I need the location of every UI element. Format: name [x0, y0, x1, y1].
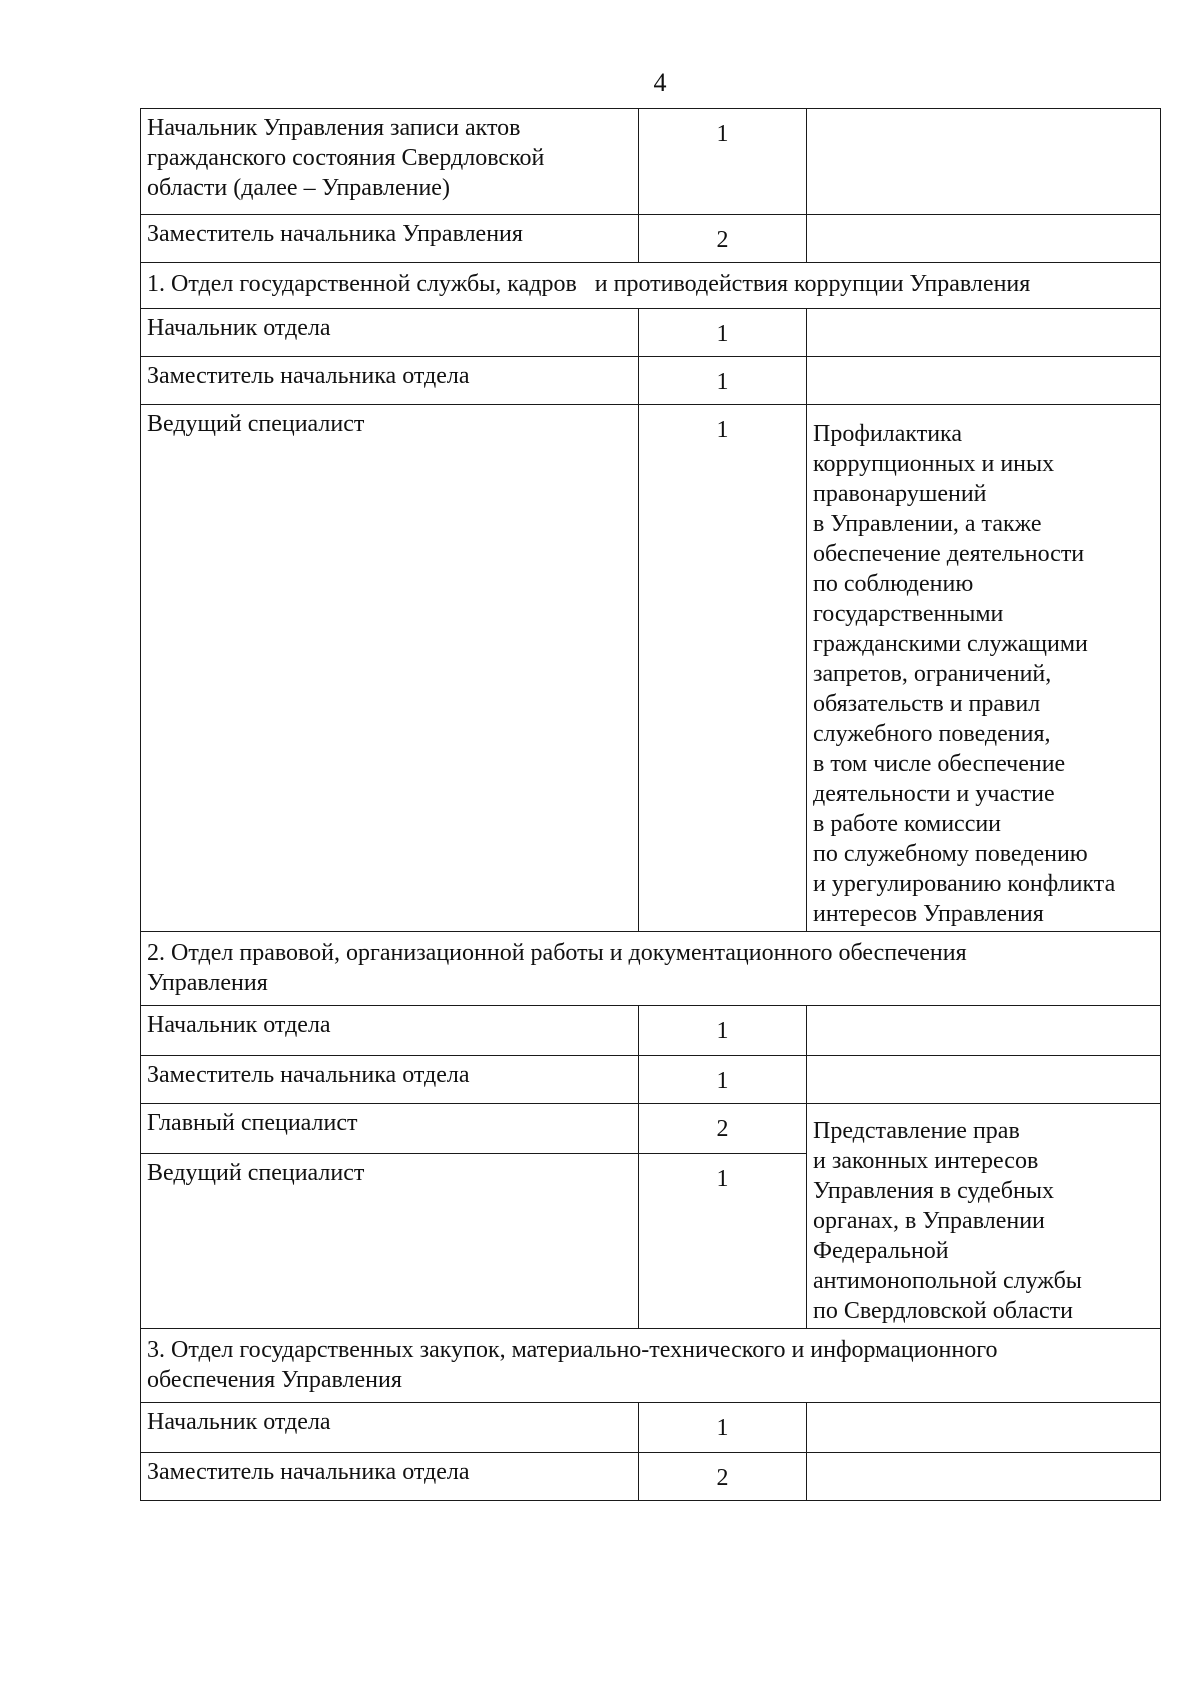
table-row [141, 1453, 1161, 1501]
function-line: Федеральной [813, 1238, 949, 1264]
staffing-table [140, 108, 1161, 1501]
function-line: обеспечение деятельности [813, 541, 1085, 567]
table-row [141, 1006, 1161, 1056]
position-line: области (далее – Управление) [147, 175, 450, 201]
section-title-line: 2. Отдел правовой, организационной работы и документационного обеспечения [147, 940, 967, 966]
function-cell [807, 215, 1161, 263]
count-cell: 1 [639, 357, 807, 405]
function-line: обязательств и правил [813, 691, 1041, 717]
function-cell [807, 1006, 1161, 1056]
function-line: коррупционных и иных [813, 451, 1055, 477]
function-line: правонарушений [813, 481, 987, 507]
table-row [141, 1104, 1161, 1154]
function-cell [807, 1056, 1161, 1104]
function-cell [807, 1403, 1161, 1453]
position-cell: Начальник отдела [141, 309, 639, 357]
count-cell: 2 [639, 1104, 807, 1154]
count-cell: 1 [639, 1056, 807, 1104]
table-row [141, 357, 1161, 405]
function-line: гражданскими служащими [813, 631, 1088, 657]
function-line: в Управлении, а также [813, 511, 1042, 537]
function-line: деятельности и участие [813, 781, 1055, 807]
table-row [141, 109, 1161, 215]
position-cell: Заместитель начальника Управления [141, 215, 639, 263]
position-cell: Ведущий специалист [141, 405, 639, 932]
section-header-row [141, 263, 1161, 309]
function-cell [807, 357, 1161, 405]
section-title-line: 3. Отдел государственных закупок, материально-технического и информационного [147, 1337, 998, 1363]
function-line: по служебному поведению [813, 841, 1088, 867]
function-cell [807, 1453, 1161, 1501]
function-line: Профилактика [813, 421, 962, 447]
section-title-line: Управления [147, 970, 268, 996]
section-title: 1. Отдел государственной службы, кадров и противодействия коррупции Управления [141, 263, 1161, 309]
table-row [141, 215, 1161, 263]
section-title-line: обеспечения Управления [147, 1367, 402, 1393]
count-cell: 1 [639, 1403, 807, 1453]
section-header-row [141, 1329, 1161, 1403]
position-cell: Начальник отдела [141, 1403, 639, 1453]
function-line: Представление прав [813, 1118, 1020, 1144]
function-line: запретов, ограничений, [813, 661, 1052, 687]
position-cell: Ведущий специалист [141, 1153, 639, 1328]
function-line: по Свердловской области [813, 1298, 1073, 1324]
table-row [141, 309, 1161, 357]
function-line: служебного поведения, [813, 721, 1051, 747]
function-cell [807, 309, 1161, 357]
position-cell: Заместитель начальника отдела [141, 1453, 639, 1501]
function-cell [807, 1104, 1161, 1329]
function-line: Управления в судебных [813, 1178, 1054, 1204]
function-line: по соблюдению [813, 571, 974, 597]
function-line: органах, в Управлении [813, 1208, 1045, 1234]
function-line: в том числе обеспечение [813, 751, 1066, 777]
position-cell: Главный специалист [141, 1104, 639, 1154]
function-cell [807, 405, 1161, 932]
function-line: и законных интересов [813, 1148, 1039, 1174]
page-number: 4 [653, 68, 667, 97]
position-line: гражданского состояния Свердловской [147, 145, 545, 171]
position-cell: Заместитель начальника отдела [141, 1056, 639, 1104]
table-row [141, 1403, 1161, 1453]
count-cell: 1 [639, 309, 807, 357]
function-line: государственными [813, 601, 1004, 627]
count-cell: 2 [639, 1453, 807, 1501]
count-cell: 1 [639, 405, 807, 932]
function-line: в работе комиссии [813, 811, 1002, 837]
count-cell: 1 [639, 1153, 807, 1328]
section-header-row [141, 932, 1161, 1006]
position-cell: Заместитель начальника отдела [141, 357, 639, 405]
function-line: антимонопольной службы [813, 1268, 1082, 1294]
position-line: Начальник Управления записи актов [147, 115, 521, 141]
table-row [141, 1056, 1161, 1104]
section-title [141, 932, 1161, 1006]
position-cell [141, 109, 639, 215]
function-cell [807, 109, 1161, 215]
count-cell: 1 [639, 1006, 807, 1056]
function-line: и урегулированию конфликта [813, 871, 1116, 897]
table-row [141, 405, 1161, 932]
position-cell: Начальник отдела [141, 1006, 639, 1056]
count-cell: 2 [639, 215, 807, 263]
section-title [141, 1329, 1161, 1403]
count-cell: 1 [639, 109, 807, 215]
function-line: интересов Управления [813, 901, 1044, 927]
